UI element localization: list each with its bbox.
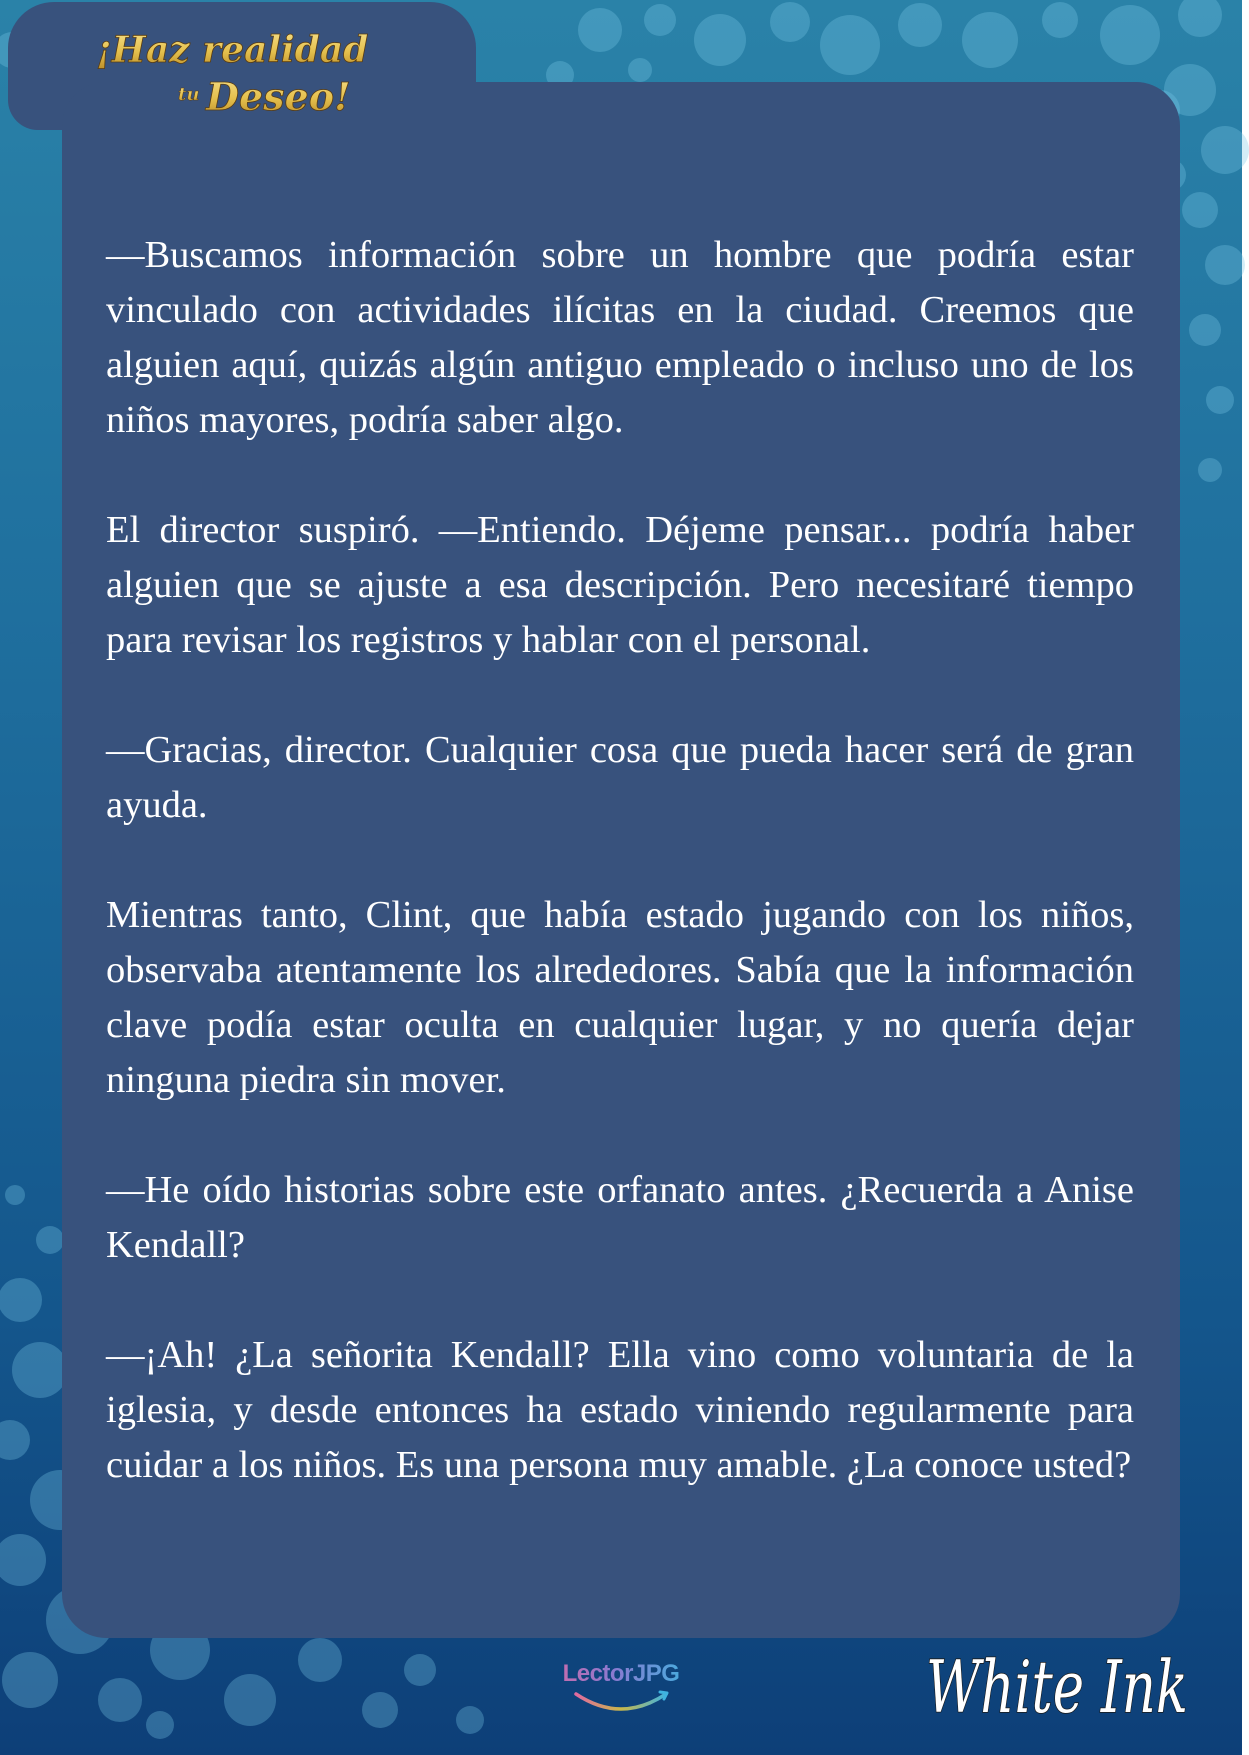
lectorjpg-watermark [548,1660,694,1724]
white-ink-signature [918,1620,1198,1745]
background-dot [98,1678,142,1722]
haz-realidad-logo [96,22,396,122]
background-dot [2,1652,58,1708]
background-dot [1178,0,1222,37]
background-dot [820,15,880,75]
paragraph: —Buscamos información sobre un hombre que podría estar vinculado con actividades ilícitas en la ciudad. Creemos que alguien aquí, quizás algún antiguo empleado o incluso uno de los niños mayores, podría saber algo. [106,234,1134,441]
background-dot [770,2,810,42]
background-dot [898,3,942,47]
logo-line2: Deseo! [206,74,351,119]
background-dot [456,1706,484,1734]
background-dot [1206,386,1234,414]
background-dot [1042,2,1078,38]
paragraph: —¡Ah! ¿La señorita Kendall? Ella vino como voluntaria de la iglesia, y desde entonces ha estado viniendo regularmente para cuidar a los niños. Es una persona muy amable. ¿La conoce usted? [106,1334,1134,1486]
background-dot [36,1226,64,1254]
paragraph: —Gracias, director. Cualquier cosa que pueda hacer será de gran ayuda. [106,729,1134,826]
background-dot [224,1674,276,1726]
background-dot [694,14,746,66]
background-dot [5,1185,25,1205]
signature-text: White Ink [926,1645,1188,1729]
background-dot [1182,192,1218,228]
background-dot [962,12,1018,68]
story-text [106,228,1134,1548]
background-dot [0,1278,42,1322]
background-dot [0,1534,46,1586]
background-dot [1198,458,1222,482]
paragraph: El director suspiró. —Entiendo. Déjeme pensar... podría haber alguien que se ajuste a esa descripción. Pero necesitaré tiempo para revisar los registros y hablar con el personal. [106,509,1134,661]
background-dot [644,4,676,36]
logo-line1: ¡Haz realidad [96,29,369,71]
background-dot [404,1654,436,1686]
logo-line2-small: tu [178,84,200,105]
background-dot [1189,314,1221,346]
background-dot [12,1342,68,1398]
paragraph: Mientras tanto, Clint, que había estado jugando con los niños, observaba atentamente los alrededores. Sabía que la información clave podía estar oculta en cualquier lugar, y no quería dejar ninguna piedra sin mover. [106,894,1134,1101]
background-dot [1205,245,1245,285]
background-dot [578,8,622,52]
background-dot [1201,126,1249,174]
background-dot [362,1692,398,1728]
watermark-text: LectorJPG [548,1660,694,1688]
background-dot [1100,5,1160,65]
background-dot [628,58,652,82]
background-dot [298,1638,342,1682]
smile-arc-icon [568,1688,674,1718]
paragraph: —He oído historias sobre este orfanato antes. ¿Recuerda a Anise Kendall? [106,1169,1134,1266]
background-dot [146,1711,174,1739]
background-dot [0,1420,30,1460]
